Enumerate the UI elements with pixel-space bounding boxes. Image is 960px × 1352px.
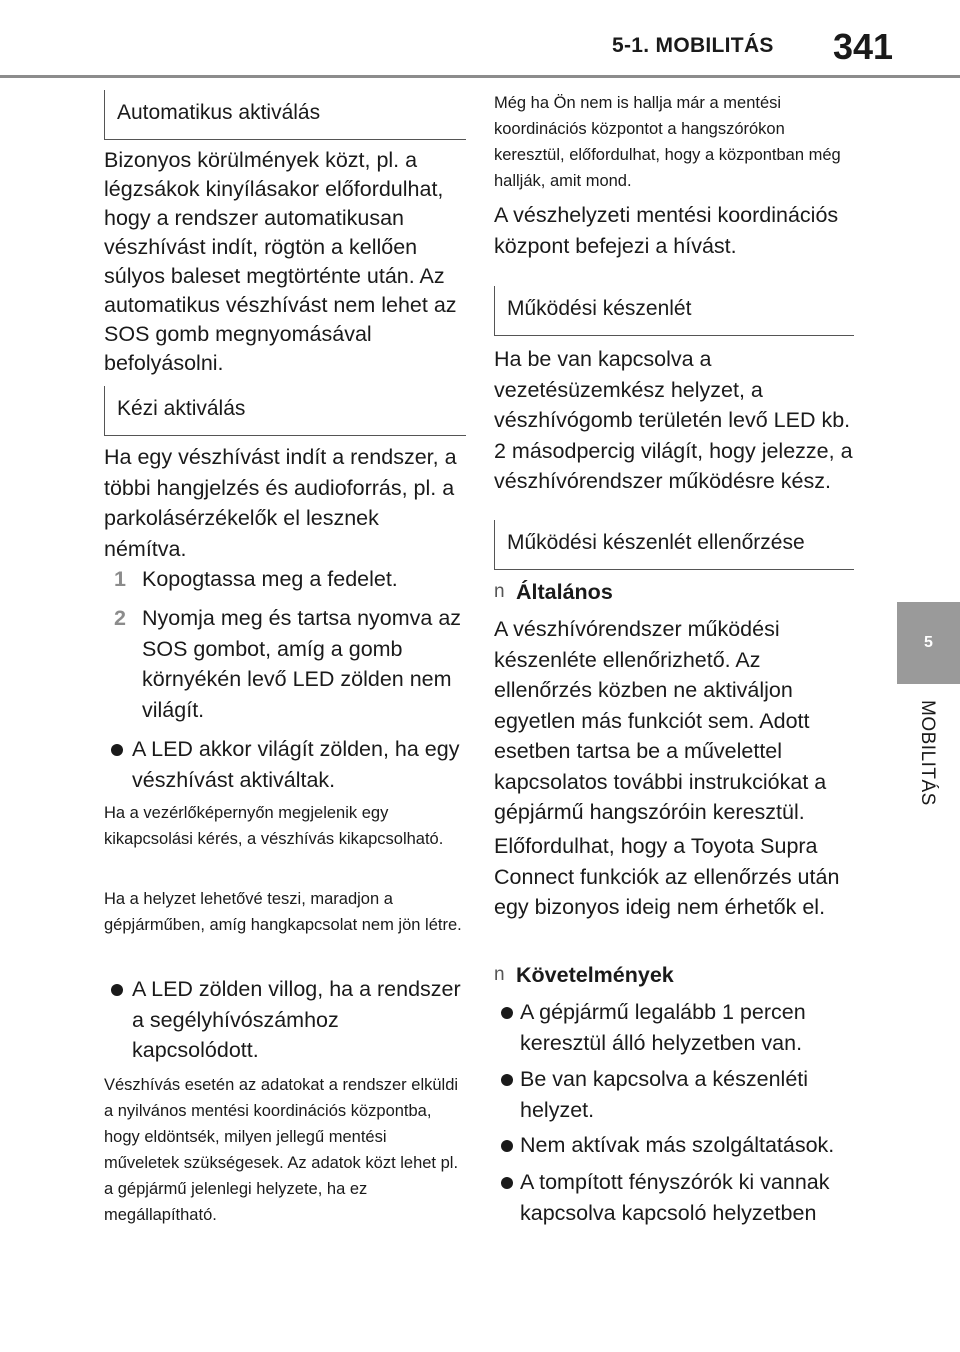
subheading-general [494, 577, 854, 607]
paragraph-check [494, 614, 854, 828]
note-shutdown [104, 800, 466, 852]
paragraph-connect [494, 831, 854, 923]
chapter-label-box [898, 700, 958, 850]
note-data [104, 1072, 466, 1228]
paragraph-manual [104, 442, 466, 564]
step-1 [104, 564, 466, 595]
note-text: Ha a vezérlőképernyőn megjelenik egy kikapcsolási kérés, a vészhívás kikapcsolható. [104, 804, 444, 848]
paragraph-end-call [494, 200, 854, 261]
subheading-requirements [494, 960, 854, 990]
paragraph-text: A vészhelyzeti mentési koordinációs központ befejezi a hívást. [494, 203, 839, 258]
note-text: Még ha Ön nem is hallja már a mentési koordinációs központot a hangszórókon keresztül, előfordulhat, hogy a központban még hallják, amit mond. [494, 94, 841, 190]
bullet-icon [501, 1074, 513, 1086]
note-stay [104, 886, 466, 938]
paragraph-automatic [104, 146, 466, 378]
step-number: 1 [114, 567, 126, 591]
note-coordination [494, 90, 854, 194]
heading-readiness: Működési készenlét [494, 286, 854, 336]
note-text: Vészhívás esetén az adatokat a rendszer elküldi a nyilvános mentési koordinációs központba, hogy eldöntsék, milyen jellegű mentési műveletek szükségesek. Az adatok közt lehet pl. a gépjármű jelenlegi helyzete, ha ez megállapítható. [104, 1076, 459, 1224]
bullet-icon [111, 984, 123, 996]
chapter-label: MOBILITÁS [917, 700, 938, 806]
step-2 [104, 603, 466, 725]
page-number: 341 [833, 26, 894, 67]
bullet-text: A gépjármű legalább 1 percen keresztül álló helyzetben van. [520, 1000, 806, 1055]
paragraph-manual-text: Ha egy vészhívást indít a rendszer, a többi hangjelzés és audioforrás, pl. a parkolásérzékelők el lesznek némítva. [104, 445, 457, 561]
bullet-text: Be van kapcsolva a készenléti helyzet. [520, 1067, 809, 1122]
chapter-tab [897, 602, 960, 684]
bullet-text: A LED akkor világít zölden, ha egy vészhívást aktiváltak. [132, 737, 460, 792]
paragraph-text: Ha be van kapcsolva a vezetésüzemkész helyzet, a vészhívógomb területén levő LED kb. 2 másodpercig világít, hogy jelezze, a vészhívórendszer működésre kész. [494, 347, 853, 493]
paragraph-text: Előfordulhat, hogy a Toyota Supra Connect funkciók az ellenőrzés után egy bizonyos ideig nem érhetők el. [494, 834, 840, 919]
note-text: Ha a helyzet lehetővé teszi, maradjon a gépjárműben, amíg hangkapcsolat nem jön létre. [104, 890, 462, 934]
paragraph-automatic-text: Bizonyos körülmények közt, pl. a légzsákok kinyílásakor előfordulhat, hogy a rendszer automatikusan vészhívást indít, rögtön a kellően súlyos baleset megtörténte után. Az automatikus vészhívást nem lehet az SOS gomb megnyomásával befolyásolni. [104, 148, 457, 375]
running-header-section: 5-1. MOBILITÁS [612, 34, 774, 57]
chapter-number: 5 [924, 634, 933, 651]
bullet-led-green [104, 734, 466, 795]
subheading-text: Követelmények [516, 963, 674, 987]
requirement-item [494, 1064, 854, 1125]
bullet-led-blink [104, 974, 466, 1066]
step-text: Kopogtassa meg a fedelet. [142, 567, 398, 591]
heading-readiness-check: Működési készenlét ellenőrzése [494, 520, 854, 570]
heading-automatic-activation: Automatikus aktiválás [104, 90, 466, 140]
header-rule [0, 75, 960, 78]
paragraph-readiness [494, 344, 854, 497]
bullet-text: A LED zölden villog, ha a rendszer a segélyhívószámhoz kapcsolódott. [132, 977, 461, 1062]
requirement-item [494, 1167, 854, 1228]
step-number: 2 [114, 606, 126, 630]
bullet-icon [111, 744, 123, 756]
subheading-text: Általános [516, 580, 613, 604]
step-text: Nyomja meg és tartsa nyomva az SOS gombot, amíg a gomb környékén levő LED zölden nem világít. [142, 606, 462, 722]
bullet-text: A tompított fényszórók ki vannak kapcsolva kapcsoló helyzetben [520, 1170, 830, 1225]
paragraph-text: A vészhívórendszer működési készenléte ellenőrizhető. Az ellenőrzés közben ne aktiváljon egyetlen más funkciót sem. Adott esetben tartsa be a művelettel kapcsolatos további instrukciókat a gépjármű hangszóróin keresztül. [494, 617, 827, 824]
bullet-icon [501, 1140, 513, 1152]
subheading-marker: n [494, 964, 505, 985]
requirement-item [494, 997, 854, 1058]
requirement-item [494, 1130, 854, 1161]
bullet-icon [501, 1177, 513, 1189]
heading-manual-activation: Kézi aktiválás [104, 386, 466, 436]
bullet-text: Nem aktívak más szolgáltatások. [520, 1133, 835, 1157]
subheading-marker: n [494, 581, 505, 602]
bullet-icon [501, 1007, 513, 1019]
